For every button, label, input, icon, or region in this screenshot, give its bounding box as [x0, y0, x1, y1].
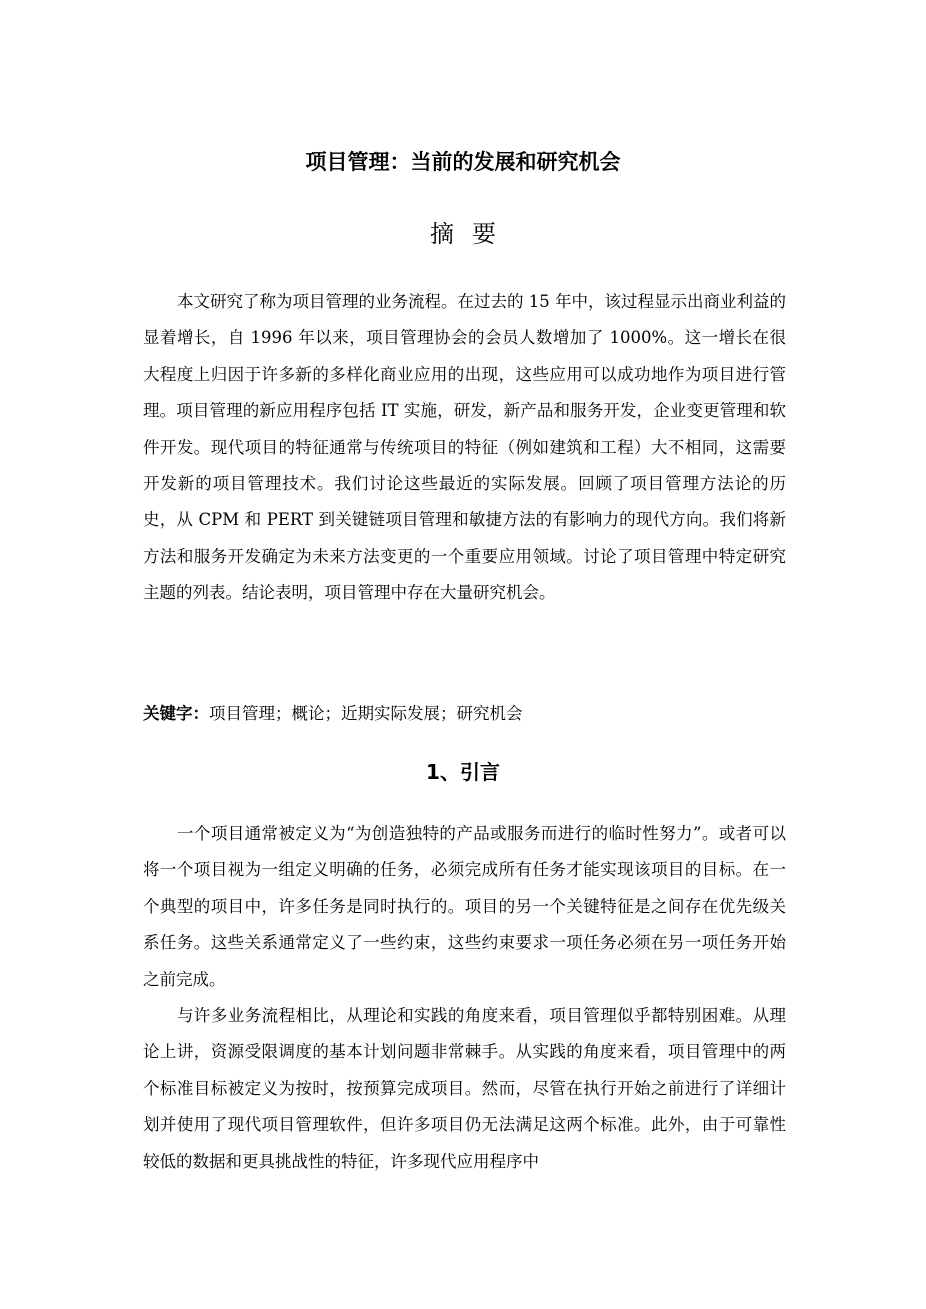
section-heading-introduction: 1、引言: [426, 760, 500, 784]
abstract-heading: 摘要: [430, 220, 514, 248]
keywords-label: 关键字：: [143, 704, 209, 723]
keywords-line: [143, 700, 786, 728]
introduction-paragraph-2: 与许多业务流程相比，从理论和实践的角度来看，项目管理似乎都特别困难。从理论上讲，资源受限调度的基本计划问题非常棘手。从实践的角度来看，项目管理中的两个标准目标被定义为按时，按预算完成项目。然而，尽管在执行开始之前进行了详细计划并使用了现代项目管理软件，但许多项目仍无法满足这两个标准。此外，由于可靠性较低的数据和更具挑战性的特征，许多现代应用程序中: [143, 1006, 786, 1171]
keywords-text: 项目管理；概论；近期实际发展；研究机会: [209, 704, 523, 723]
introduction-paragraph-1: 一个项目通常被定义为“为创造独特的产品或服务而进行的临时性努力”。或者可以将一个项目视为一组定义明确的任务，必须完成所有任务才能实现该项目的目标。在一个典型的项目中，许多任务是同时执行的。项目的另一个关键特征是之间存在优先级关系任务。这些关系通常定义了一些约束，这些约束要求一项任务必须在另一项任务开始之前完成。: [143, 824, 786, 989]
document-title: 项目管理：当前的发展和研究机会: [305, 150, 621, 174]
abstract-paragraph: 本文研究了称为项目管理的业务流程。在过去的 15 年中，该过程显示出商业利益的显着增长，自 1996 年以来，项目管理协会的会员人数增加了 1000%。这一增长在很大程度上归因于许多新的多样化商业应用的出现，这些应用可以成功地作为项目进行管理。项目管理的新应用程序包括 IT 实施，研发，新产品和服务开发，企业变更管理和软件开发。现代项目的特征通常与传统项目的特征（例如建筑和工程）大不相同，这需要开发新的项目管理技术。我们讨论这些最近的实际发展。回顾了项目管理方法论的历史，从 CPM 和 PERT 到关键链项目管理和敏捷方法的有影响力的现代方向。我们将新方法和服务开发确定为未来方法变更的一个重要应用领域。讨论了项目管理中特定研究主题的列表。结论表明，项目管理中存在大量研究机会。: [143, 292, 786, 603]
